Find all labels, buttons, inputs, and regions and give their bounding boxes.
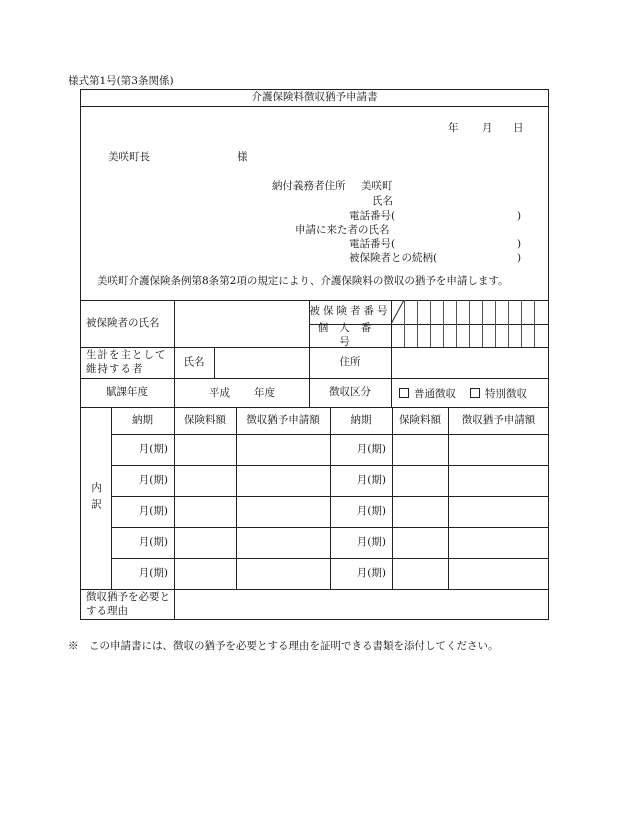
applicant-name-label: 氏名	[372, 195, 393, 207]
header-due-date-right: 納期	[350, 413, 372, 426]
application-statement: 美咲町介護保険条例第8条第2項の規定により、介護保険料の徴収の猶予を申請します。	[97, 275, 509, 287]
reason-field[interactable]	[174, 589, 549, 620]
insured-name-label: 被保険者の氏名	[86, 316, 160, 329]
attachment-note: ※ この申請書には、徴収の猶予を必要とする理由を証明できる書類を添付してください。	[68, 640, 499, 652]
fiscal-year-label: 賦課年度	[106, 385, 148, 398]
reason-label: 徴収猶予を必要とする理由	[86, 591, 170, 617]
supporter-label: 生計を主として維持する者	[86, 349, 167, 375]
addressee: 美咲町長	[108, 151, 150, 163]
period-cell-right-1[interactable]: 月(期)	[356, 442, 386, 455]
period-cell-left-4[interactable]: 月(期)	[138, 535, 168, 548]
special-collection-option[interactable]	[470, 388, 527, 400]
breakdown-label-cell	[80, 407, 111, 589]
requester-phone-label: 電話番号(	[349, 238, 396, 250]
personal-number-label: 個人番号	[317, 322, 383, 348]
period-cell-right-5[interactable]: 月(期)	[356, 566, 386, 579]
special-option-label: 特別徴収	[485, 388, 527, 400]
supporter-address-field[interactable]	[391, 347, 549, 378]
header-premium-left: 保険料額	[184, 413, 226, 426]
era-label: 平成	[209, 387, 230, 399]
date-year[interactable]: 年	[448, 122, 459, 134]
header-due-date-left: 納期	[132, 413, 153, 426]
requester-name-label: 申請に来た者の氏名	[295, 224, 390, 236]
applicant-phone-close: )	[517, 210, 522, 222]
year-suffix-label: 年度	[254, 387, 275, 399]
form-title: 介護保険料徴収猶予申請書	[251, 90, 378, 103]
ordinary-collection-option[interactable]	[399, 388, 456, 400]
breakdown-col-divider-4	[392, 407, 393, 589]
ordinary-option-label: 普通徴収	[414, 388, 456, 400]
relation-label: 被保険者との続柄(	[349, 252, 438, 264]
header-premium-right: 保険料額	[399, 413, 441, 426]
breakdown-label: 内訳	[90, 481, 103, 515]
applicant-phone-label: 電話番号(	[349, 210, 396, 222]
date-day[interactable]: 日	[513, 122, 524, 134]
insured-number-field[interactable]	[405, 300, 549, 324]
insured-name-field[interactable]	[174, 300, 309, 347]
breakdown-col-divider-2	[236, 407, 237, 589]
period-cell-left-2[interactable]: 月(期)	[138, 473, 168, 486]
period-cell-left-3[interactable]: 月(期)	[138, 504, 168, 517]
form-number: 様式第1号(第3条関係)	[68, 75, 174, 87]
header-deferral-right: 徴収猶予申請額	[461, 413, 536, 426]
period-cell-right-3[interactable]: 月(期)	[356, 504, 386, 517]
period-cell-right-4[interactable]: 月(期)	[356, 535, 386, 548]
period-cell-right-2[interactable]: 月(期)	[356, 473, 386, 486]
supporter-name-field[interactable]	[214, 347, 309, 378]
requester-phone-close: )	[517, 238, 522, 250]
collection-type-label: 徴収区分	[329, 385, 371, 398]
digit-box-slash	[391, 300, 405, 324]
supporter-name-label: 氏名	[183, 355, 205, 368]
title-divider	[80, 106, 549, 107]
special-checkbox[interactable]	[470, 388, 480, 398]
applicant-address-label: 納付義務者住所	[272, 180, 346, 192]
header-deferral-left: 徴収猶予申請額	[246, 413, 320, 426]
period-cell-left-1[interactable]: 月(期)	[138, 442, 168, 455]
fiscal-divider-1	[174, 378, 175, 407]
insured-number-label: 被保険者番号	[309, 305, 391, 318]
personal-number-field[interactable]	[392, 324, 549, 347]
supporter-address-label: 住所	[339, 355, 361, 368]
fiscal-divider-3	[391, 378, 392, 407]
ordinary-checkbox[interactable]	[399, 388, 409, 398]
applicant-address-value[interactable]: 美咲町	[361, 180, 393, 192]
honorific: 様	[237, 151, 248, 163]
breakdown-col-divider-5	[448, 407, 449, 589]
period-cell-left-5[interactable]: 月(期)	[138, 566, 168, 579]
relation-close: )	[517, 252, 522, 264]
date-month[interactable]: 月	[482, 122, 493, 134]
